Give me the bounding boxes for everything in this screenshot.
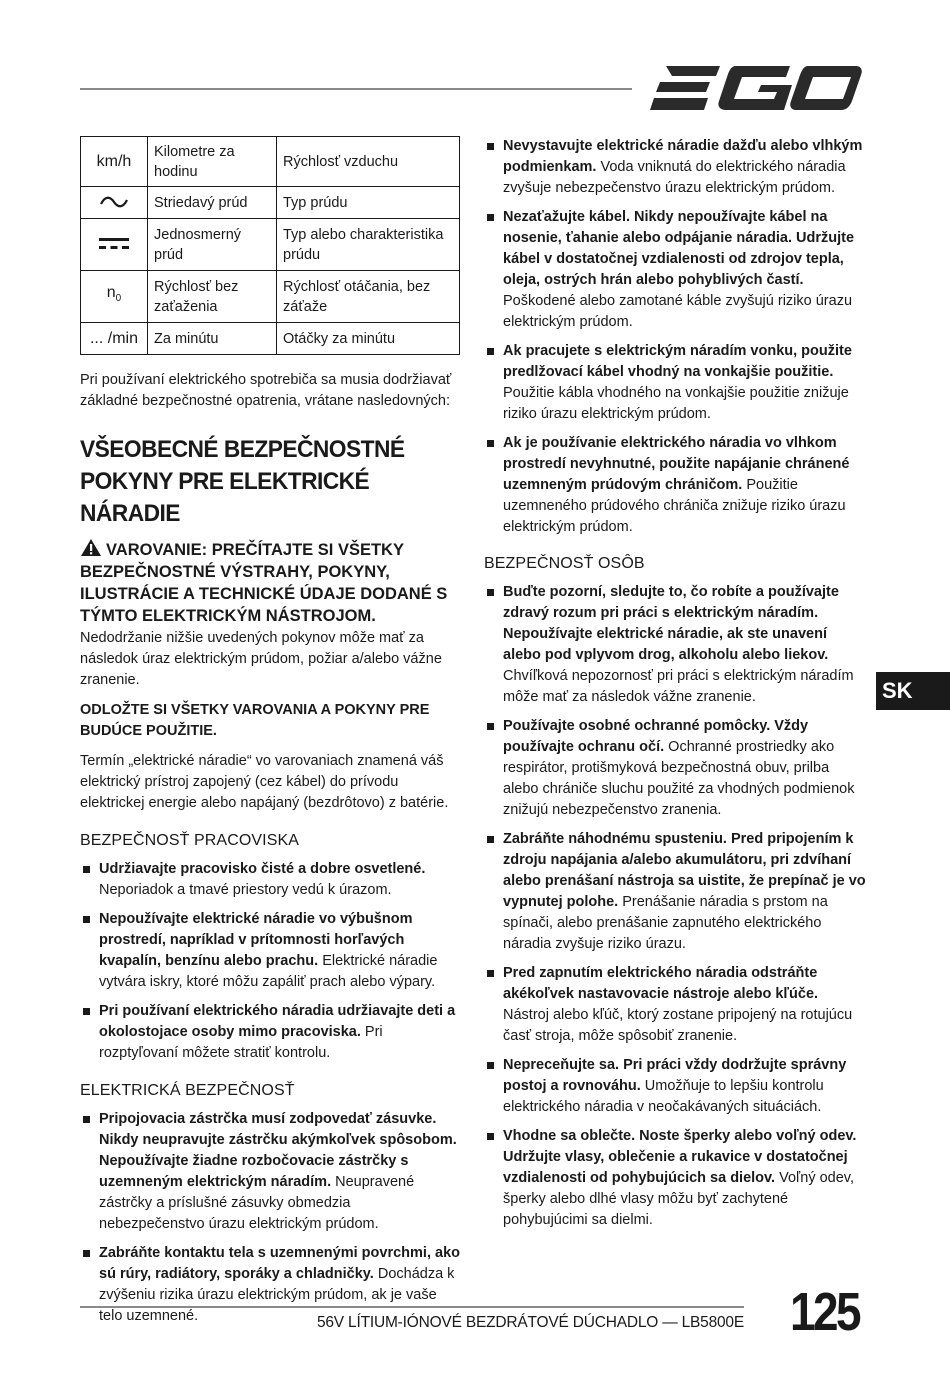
symbols-table xyxy=(80,136,460,355)
right-column xyxy=(484,136,866,1239)
list-item xyxy=(484,341,866,425)
list-item xyxy=(484,716,866,821)
page-number: 125 xyxy=(790,1282,859,1342)
left-column xyxy=(80,136,460,1335)
name-cell: Kilometre za hodinu xyxy=(148,137,277,187)
bullet-icon xyxy=(487,836,494,843)
header-rule xyxy=(80,88,632,90)
item-bold: Vhodne sa oblečte. Noste šperky alebo voľný odev. Udržujte vlasy, oblečenie a rukavice v dostatočnej vzdialenosti od pohybujúcich sa dielov. xyxy=(503,1128,857,1186)
item-text: Umožňuje to lepšiu kontrolu elektrického náradia v neočakávaných situáciách. xyxy=(503,1078,824,1115)
list-item xyxy=(484,582,866,708)
meaning-cell: Rýchlosť vzduchu xyxy=(277,137,460,187)
bullet-icon xyxy=(487,143,494,150)
meaning-cell: Typ prúdu xyxy=(277,187,460,219)
item-bold: Nezaťažujte kábel. Nikdy nepoužívajte kábel na nosenie, ťahanie alebo odpájanie náradia. Udržujte kábel v dostatočnej vzdialenosti od zdrojov tepla, oleja, ostrých hrán alebo pohyblivých častí. xyxy=(503,209,855,288)
footer-rule xyxy=(80,1306,744,1308)
item-bold: Udržiavajte pracovisko čisté a dobre osvetlené. xyxy=(99,861,426,877)
symbol-cell xyxy=(81,271,148,323)
table-row xyxy=(81,219,460,271)
bullet-icon xyxy=(487,1133,494,1140)
list-item xyxy=(484,963,866,1047)
electrical-list-continued xyxy=(484,136,866,538)
name-cell: Striedavý prúd xyxy=(148,187,277,219)
warning-bold: VAROVANIE: PREČÍTAJTE SI VŠETKY BEZPEČNOSTNÉ VÝSTRAHY, POKYNY, ILUSTRÁCIE A TECHNICKÉ ÚDAJE DODANÉ S TÝMTO ELEKTRICKÝM NÁSTROJOM. xyxy=(80,541,448,625)
work-area-list xyxy=(80,859,460,1064)
item-bold: Zabráňte náhodnému spusteniu. Pred pripojením k zdroju napájania a/alebo akumulátoru, pri zdvíhaní alebo prenášaní nástroja sa uistite, že prepínač je vo vypnutej polohe. xyxy=(503,831,866,910)
alternating-current-icon xyxy=(99,195,129,209)
bullet-icon xyxy=(487,214,494,221)
item-text: Použitie uzemneného prúdového chrániča znižuje riziko úrazu elektrickým prúdom. xyxy=(503,477,846,535)
bullet-icon xyxy=(83,866,90,873)
item-bold: Pripojovacia zástrčka musí zodpovedať zásuvke. Nikdy neupravujte zástrčku akýmkoľvek spôsobom. Nepoužívajte žiadne rozbočovacie zástrčky s uzemneným elektrickým náradím. xyxy=(99,1111,457,1190)
ego-logo xyxy=(650,62,862,114)
section-title-electrical: ELEKTRICKÁ BEZPEČNOSŤ xyxy=(80,1082,295,1099)
bullet-icon xyxy=(487,970,494,977)
item-bold: Ak pracujete s elektrickým náradím vonku, použite predlžovací kábel vhodný na vonkajšie použitie. xyxy=(503,343,852,380)
item-text: Pri rozptyľovaní môžete stratiť kontrolu. xyxy=(99,1024,383,1061)
name-cell: Jednosmerný prúd xyxy=(148,219,277,271)
meaning-cell: Rýchlosť otáčania, bez záťaže xyxy=(277,271,460,323)
symbol-cell: ... /min xyxy=(81,323,148,355)
symbol-cell xyxy=(81,219,148,271)
item-text: Dochádza k zvýšeniu rizika úrazu elektrickým prúdom, ak je vaše telo uzemnené. xyxy=(99,1266,455,1324)
list-item xyxy=(484,829,866,955)
save-instructions: ODLOŽTE SI VŠETKY VAROVANIA A POKYNY PRE BUDÚCE POUŽITIE. xyxy=(80,702,430,739)
electrical-list xyxy=(80,1109,460,1327)
name-cell: Za minútu xyxy=(148,323,277,355)
language-tab: SK xyxy=(876,672,950,710)
item-text: Elektrické náradie vytvára iskry, ktoré môžu zapáliť prach alebo výpary. xyxy=(99,953,438,990)
meaning-cell: Otáčky za minútu xyxy=(277,323,460,355)
item-text: Neporiadok a tmavé priestory vedú k úrazom. xyxy=(99,882,392,898)
meaning-cell: Typ alebo charakteristika prúdu xyxy=(277,219,460,271)
item-bold: Pred zapnutím elektrického náradia odstráňte akékoľvek nastavovacie nástroje alebo kľúče. xyxy=(503,965,819,1002)
item-text: Voda vniknutá do elektrického náradia zvyšuje nebezpečenstvo úrazu elektrickým prúdom. xyxy=(503,159,846,196)
bullet-icon xyxy=(83,916,90,923)
symbol-n: n xyxy=(106,284,116,302)
main-heading: VŠEOBECNÉ BEZPEČNOSTNÉ POKYNY PRE ELEKTRICKÉ NÁRADIE xyxy=(80,436,405,527)
list-item xyxy=(80,859,460,901)
list-item xyxy=(484,1126,866,1231)
item-bold: Zabráňte kontaktu tela s uzemnenými povrchmi, ako sú rúry, radiátory, sporáky a chladničky. xyxy=(99,1245,460,1282)
item-text: Nástroj alebo kľúč, ktorý zostane pripojený na rotujúcu časť stroja, môže spôsobiť zranenie. xyxy=(503,1007,853,1044)
bullet-icon xyxy=(487,723,494,730)
bullet-icon xyxy=(487,1062,494,1069)
item-bold: Ak je používanie elektrického náradia vo vlhkom prostredí nevyhnutné, použite napájanie chránené uzemneným prúdovým chráničom. xyxy=(503,435,850,493)
list-item xyxy=(484,136,866,199)
bullet-icon xyxy=(487,348,494,355)
warning-triangle-icon xyxy=(80,538,102,557)
item-bold: Nevystavujte elektrické náradie dažďu alebo vlhkým podmienkam. xyxy=(503,138,863,175)
item-text: Poškodené alebo zamotané káble zvyšujú riziko úrazu elektrickým prúdom. xyxy=(503,293,853,330)
list-item xyxy=(484,207,866,333)
symbol-cell xyxy=(81,187,148,219)
bullet-icon xyxy=(487,440,494,447)
table-row xyxy=(81,323,460,355)
symbol-subscript: 0 xyxy=(115,293,122,305)
bullet-icon xyxy=(83,1008,90,1015)
bullet-icon xyxy=(83,1116,90,1123)
footer-title: 56V LÍTIUM-IÓNOVÉ BEZDRÁTOVÉ DÚCHADLO — LB5800E xyxy=(316,1314,744,1331)
item-bold: Pri používaní elektrického náradia udržiavajte deti a okolostojace osoby mimo pracoviska. xyxy=(99,1003,456,1040)
item-text: Chvíľková nepozornosť pri práci s elektrickým náradím môže mať za následok vážne zranenie. xyxy=(503,668,854,705)
name-cell: Rýchlosť bez zaťaženia xyxy=(148,271,277,323)
table-row xyxy=(81,271,460,323)
item-text: Voľný odev, šperky alebo dlhé vlasy môžu byť zachytené pohybujúcimi sa dielmi. xyxy=(503,1170,854,1228)
warning-text: Nedodržanie nižšie uvedených pokynov môže mať za následok úraz elektrickým prúdom, požiar a/alebo vážne zranenie. xyxy=(80,630,442,688)
item-text: Prenášanie náradia s prstom na spínači, alebo prenášanie zapnutého elektrického náradia zvyšuje riziko úrazu. xyxy=(503,894,828,952)
list-item xyxy=(80,909,460,993)
item-text: Použitie kábla vhodného na vonkajšie použitie znižuje riziko úrazu elektrickým prúdom. xyxy=(503,385,849,422)
item-text: Neupravené zástrčky a príslušné zásuvky obmedzia nebezpečenstvo úrazu elektrickým prúdom. xyxy=(99,1174,415,1232)
item-bold: Buďte pozorní, sledujte to, čo robíte a používajte zdravý rozum pri práci s elektrickým náradím. Nepoužívajte elektrické náradie, ak ste unavení alebo pod vplyvom drog, alkoholu alebo liekov. xyxy=(503,584,839,663)
section-title-personal: BEZPEČNOSŤ OSÔB xyxy=(484,555,645,572)
personal-list xyxy=(484,582,866,1231)
section-title-work-area: BEZPEČNOSŤ PRACOVISKA xyxy=(80,832,300,849)
list-item xyxy=(80,1001,460,1064)
intro-paragraph: Pri používaní elektrického spotrebiča sa musia dodržiavať základné bezpečnostné opatrenia, vrátane nasledovných: xyxy=(80,372,452,409)
table-row xyxy=(81,187,460,219)
warning-paragraph xyxy=(80,538,460,691)
list-item xyxy=(484,1055,866,1118)
item-bold: Nepreceňujte sa. Pri práci vždy dodržujte správny postoj a rovnováhu. xyxy=(503,1057,847,1094)
direct-current-icon xyxy=(98,236,130,252)
item-bold: Používajte osobné ochranné pomôcky. Vždy používajte ochranu očí. xyxy=(503,718,809,755)
bullet-icon xyxy=(83,1250,90,1257)
bullet-icon xyxy=(487,589,494,596)
term-definition: Termín „elektrické náradie“ vo varovaniach znamená váš elektrický prístroj zapojený (cez kábel) do prívodu elektrickej energie alebo napájaný (bezdrôtovo) z batérie. xyxy=(80,753,449,811)
table-row xyxy=(81,137,460,187)
item-bold: Nepoužívajte elektrické náradie vo výbušnom prostredí, napríklad v prítomnosti horľavých kvapalín, benzínu alebo prachu. xyxy=(99,911,413,969)
item-text: Ochranné prostriedky ako respirátor, protišmyková bezpečnostná obuv, prilba alebo chrániče sluchu použité za vhodných podmienok znižujú nebezpečenstvo zranenia. xyxy=(503,739,855,818)
list-item xyxy=(484,433,866,538)
list-item xyxy=(80,1109,460,1235)
symbol-cell: km/h xyxy=(81,137,148,187)
